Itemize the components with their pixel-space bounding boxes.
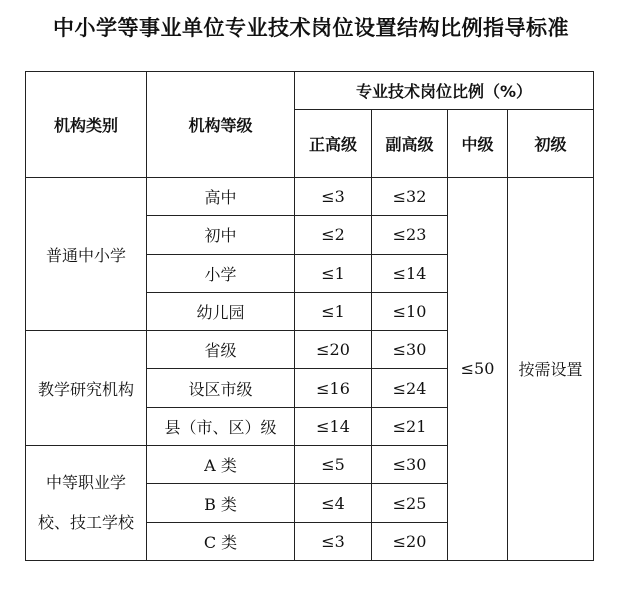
senior-cell: ≤20 xyxy=(295,331,372,369)
senior-cell: ≤3 xyxy=(295,178,372,216)
header-ratio-group: 专业技术岗位比例（%） xyxy=(295,72,594,110)
deputy-cell: ≤14 xyxy=(372,254,448,292)
senior-cell: ≤1 xyxy=(295,254,372,292)
category-cell xyxy=(26,446,147,561)
level-cell: 省级 xyxy=(147,331,295,369)
deputy-cell: ≤25 xyxy=(372,484,448,522)
level-cell: 高中 xyxy=(147,178,295,216)
senior-cell: ≤5 xyxy=(295,446,372,484)
header-intermediate: 中级 xyxy=(448,110,508,178)
deputy-cell: ≤10 xyxy=(372,292,448,330)
deputy-cell: ≤20 xyxy=(372,522,448,560)
level-cell: 初中 xyxy=(147,216,295,254)
deputy-cell: ≤21 xyxy=(372,407,448,445)
senior-cell: ≤3 xyxy=(295,522,372,560)
header-deputy-senior: 副高级 xyxy=(372,110,448,178)
ratio-table xyxy=(25,71,594,561)
senior-cell: ≤4 xyxy=(295,484,372,522)
header-category: 机构类别 xyxy=(26,72,147,178)
header-level: 机构等级 xyxy=(147,72,295,178)
level-cell: 设区市级 xyxy=(147,369,295,407)
category-cell: 普通中小学 xyxy=(26,178,147,331)
senior-cell: ≤14 xyxy=(295,407,372,445)
deputy-cell: ≤23 xyxy=(372,216,448,254)
level-cell: B 类 xyxy=(147,484,295,522)
header-senior: 正高级 xyxy=(295,110,372,178)
senior-cell: ≤2 xyxy=(295,216,372,254)
level-cell: A 类 xyxy=(147,446,295,484)
level-cell: 小学 xyxy=(147,254,295,292)
intermediate-cell: ≤50 xyxy=(448,178,508,561)
level-cell: 幼儿园 xyxy=(147,292,295,330)
table-row xyxy=(26,178,594,216)
deputy-cell: ≤32 xyxy=(372,178,448,216)
category-line: 中等职业学 xyxy=(45,473,126,493)
level-cell: C 类 xyxy=(147,522,295,560)
deputy-cell: ≤30 xyxy=(372,331,448,369)
senior-cell: ≤16 xyxy=(295,369,372,407)
junior-cell: 按需设置 xyxy=(508,178,594,561)
category-line: 校、技工学校 xyxy=(37,513,134,533)
level-cell: 县（市、区）级 xyxy=(147,407,295,445)
page-title: 中小学等事业单位专业技术岗位设置结构比例指导标准 xyxy=(53,16,569,40)
category-cell: 教学研究机构 xyxy=(26,331,147,446)
deputy-cell: ≤24 xyxy=(372,369,448,407)
deputy-cell: ≤30 xyxy=(372,446,448,484)
senior-cell: ≤1 xyxy=(295,292,372,330)
header-junior: 初级 xyxy=(508,110,594,178)
